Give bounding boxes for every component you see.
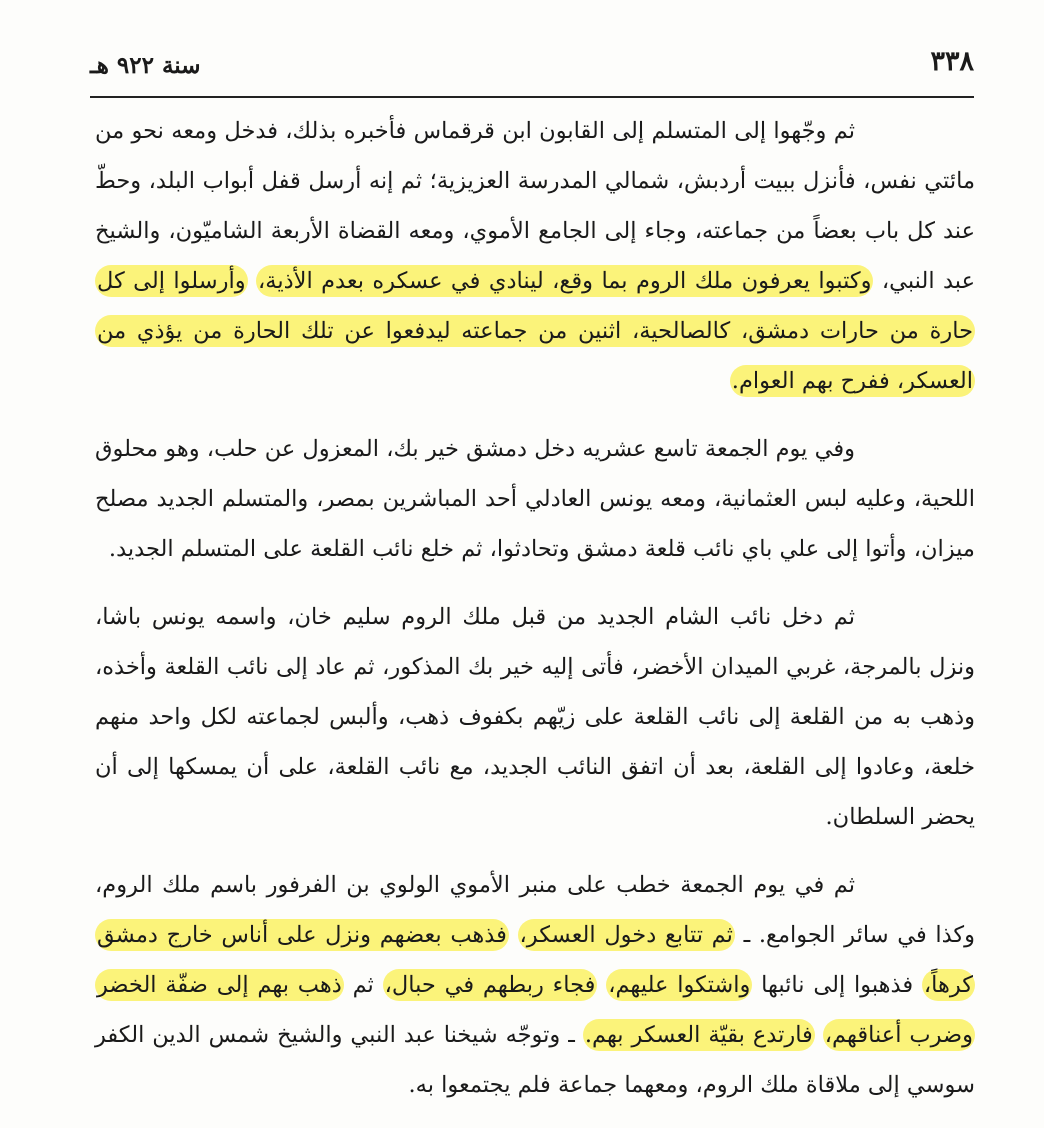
paragraph <box>95 860 975 1110</box>
text-segment: ـ وتوجّه شيخنا عبد النبي والشيخ شمس الدين الكفر سوسي إلى ملاقاة ملك الروم، ومعهما جماعة فلم يجتمعوا به. <box>95 1022 975 1098</box>
paragraph <box>95 424 975 574</box>
page-header <box>90 44 974 96</box>
highlighted-text: فذهب بعضهم ونزل على أناس خارج دمشق كرهاً، <box>95 919 975 1001</box>
highlighted-text: ذهب بهم إلى ضفّة الخضر وضرب أعناقهم، <box>95 969 975 1051</box>
text-segment <box>509 922 518 948</box>
header-rule <box>90 96 974 98</box>
text-segment: ثم في يوم الجمعة خطب على منبر الأموي الولوي بن الفرفور باسم ملك الروم، وكذا في سائر الجوامع. ـ <box>95 872 976 948</box>
highlighted-text: ثم تتابع دخول العسكر، <box>518 919 735 951</box>
paragraph <box>95 592 975 842</box>
text-segment: فذهبوا إلى نائبها <box>752 972 922 998</box>
text-segment <box>815 1022 823 1048</box>
highlighted-text: وأرسلوا إلى كل حارة من حارات دمشق، كالصالحية، اثنين من جماعته ليدفعوا عن تلك الحارة من يؤذي من العسكر، ففرح بهم العوام. <box>95 265 975 397</box>
highlighted-text: فارتدع بقيّة العسكر بهم. <box>583 1019 815 1051</box>
highlighted-text: واشتكوا عليهم، <box>606 969 752 1001</box>
paragraph <box>95 106 975 406</box>
text-segment: ثم <box>343 972 383 998</box>
highlighted-text: وكتبوا يعرفون ملك الروم بما وقع، لينادي في عسكره بعدم الأذية، <box>256 265 873 297</box>
text-segment <box>597 972 606 998</box>
page-number: ٣٣٨ <box>930 46 974 77</box>
body-text <box>95 106 975 1128</box>
text-segment: وفي يوم الجمعة تاسع عشريه دخل دمشق خير بك، المعزول عن حلب، وهو محلوق اللحية، وعليه لبس العثمانية، ومعه يونس العادلي أحد المباشرين بمصر، والمتسلم الجديد مصلح ميزان، وأتوا إلى علي باي نائب قلعة دمشق وتحادثوا، ثم خلع نائب القلعة على المتسلم الجديد. <box>95 436 975 562</box>
text-segment <box>248 268 256 294</box>
text-segment: ثم دخل نائب الشام الجديد من قبل ملك الروم سليم خان، واسمه يونس باشا، ونزل بالمرجة، غربي الميدان الأخضر، فأتى إليه خير بك المذكور، ثم عاد إلى نائب القلعة وأخذه، وذهب به من القلعة إلى نائب القلعة على زيّهم بكفوف ذهب، وألبس لجماعته لكل واحد منهم خلعة، وعادوا إلى القلعة، بعد أن اتفق النائب الجديد، مع نائب القلعة، على أن يمسكها إلى أن يحضر السلطان. <box>95 604 975 830</box>
highlighted-text: فجاء ربطهم في حبال، <box>383 969 598 1001</box>
text-segment: ثم وجّهوا إلى المتسلم إلى القابون ابن قرقماس فأخبره بذلك، فدخل ومعه نحو من مائتي نفس، فأنزل ببيت أردبش، شمالي المدرسة العزيزية؛ ثم إنه أرسل قفل أبواب البلد، وحطّ عند كل باب بعضاً من جماعته، وجاء إلى الجامع الأموي، ومعه القضاة الأربعة الشاميّون، والشيخ عبد النبي، <box>95 118 976 294</box>
running-head-year: سنة ٩٢٢ هـ <box>90 52 201 79</box>
